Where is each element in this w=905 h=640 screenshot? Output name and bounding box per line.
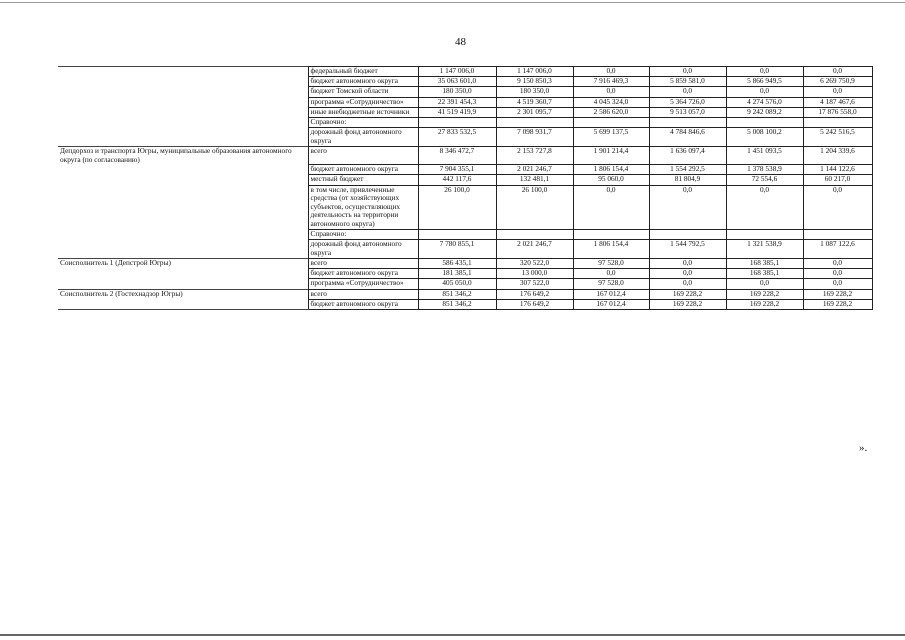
amount-cell <box>803 230 872 240</box>
amount-cell: 5 859 581,0 <box>649 77 726 87</box>
table-row <box>58 77 872 87</box>
amount-cell: 307 522,0 <box>496 279 573 289</box>
amount-cell: 1 544 792,5 <box>649 240 726 259</box>
amount-cell: 181 385,1 <box>418 269 496 279</box>
table-row <box>58 117 872 127</box>
executor-cell <box>58 185 308 230</box>
amount-cell: 9 150 850,3 <box>496 77 573 87</box>
amount-cell: 168 385,1 <box>726 269 803 279</box>
amount-cell: 1 806 154,4 <box>573 240 649 259</box>
amount-cell: 7 916 469,3 <box>573 77 649 87</box>
amount-cell: 0,0 <box>649 259 726 269</box>
amount-cell: 27 833 532,5 <box>418 128 496 147</box>
table-row <box>58 289 872 299</box>
amount-cell: 1 451 093,5 <box>726 146 803 164</box>
amount-cell: 586 435,1 <box>418 259 496 269</box>
executor-cell <box>58 299 308 309</box>
amount-cell: 0,0 <box>573 87 649 97</box>
amount-cell: 169 228,2 <box>649 289 726 299</box>
executor-cell <box>58 77 308 87</box>
amount-cell <box>803 117 872 127</box>
amount-cell <box>573 230 649 240</box>
amount-cell: 169 228,2 <box>726 289 803 299</box>
closing-quote: ». <box>859 442 868 454</box>
table-row <box>58 279 872 289</box>
table-row <box>58 240 872 259</box>
amount-cell: 5 242 516,5 <box>803 128 872 147</box>
amount-cell <box>418 230 496 240</box>
amount-cell: 0,0 <box>573 269 649 279</box>
amount-cell: 7 780 855,1 <box>418 240 496 259</box>
table-row <box>58 230 872 240</box>
amount-cell: 167 012,4 <box>573 299 649 309</box>
amount-cell <box>726 117 803 127</box>
amount-cell: 1 636 097,4 <box>649 146 726 164</box>
amount-cell: 0,0 <box>649 269 726 279</box>
funding-source-cell: бюджет автономного округа <box>308 77 418 87</box>
executor-cell: Соисполнитель 2 (Гостехнадзор Югры) <box>58 289 308 299</box>
executor-cell <box>58 165 308 175</box>
page-number: 48 <box>455 36 466 48</box>
amount-cell: 169 228,2 <box>649 299 726 309</box>
amount-cell: 180 350,0 <box>496 87 573 97</box>
amount-cell: 2 021 246,7 <box>496 240 573 259</box>
amount-cell: 0,0 <box>803 87 872 97</box>
amount-cell: 176 649,2 <box>496 299 573 309</box>
amount-cell: 1 554 292,5 <box>649 165 726 175</box>
amount-cell: 1 204 339,6 <box>803 146 872 164</box>
funding-source-cell: дорожный фонд автономного округа <box>308 240 418 259</box>
amount-cell: 17 876 558,0 <box>803 107 872 117</box>
funding-source-cell: бюджет автономного округа <box>308 299 418 309</box>
executor-cell <box>58 128 308 147</box>
amount-cell: 0,0 <box>726 87 803 97</box>
amount-cell: 2 586 620,0 <box>573 107 649 117</box>
funding-table <box>58 66 873 310</box>
amount-cell: 1 321 538,9 <box>726 240 803 259</box>
amount-cell: 22 391 454,3 <box>418 97 496 107</box>
table-row <box>58 97 872 107</box>
scan-edge-top <box>0 2 905 3</box>
amount-cell: 4 274 576,0 <box>726 97 803 107</box>
table-row <box>58 185 872 230</box>
amount-cell: 0,0 <box>649 279 726 289</box>
amount-cell: 95 060,0 <box>573 175 649 185</box>
amount-cell: 320 522,0 <box>496 259 573 269</box>
amount-cell <box>649 117 726 127</box>
amount-cell: 5 866 949,5 <box>726 77 803 87</box>
amount-cell <box>418 117 496 127</box>
executor-cell <box>58 230 308 240</box>
amount-cell: 0,0 <box>803 279 872 289</box>
amount-cell: 97 528,0 <box>573 259 649 269</box>
amount-cell: 60 217,0 <box>803 175 872 185</box>
amount-cell: 0,0 <box>649 185 726 230</box>
amount-cell: 13 000,0 <box>496 269 573 279</box>
executor-cell <box>58 279 308 289</box>
amount-cell: 851 346,2 <box>418 289 496 299</box>
funding-source-cell: иные внебюджетные источники <box>308 107 418 117</box>
amount-cell <box>496 230 573 240</box>
amount-cell: 2 021 246,7 <box>496 165 573 175</box>
funding-source-cell: программа «Сотрудничество» <box>308 97 418 107</box>
amount-cell: 1 901 214,4 <box>573 146 649 164</box>
amount-cell: 169 228,2 <box>803 289 872 299</box>
amount-cell: 1 087 122,6 <box>803 240 872 259</box>
amount-cell: 0,0 <box>573 67 649 77</box>
amount-cell <box>726 230 803 240</box>
amount-cell: 5 699 137,5 <box>573 128 649 147</box>
amount-cell: 176 649,2 <box>496 289 573 299</box>
amount-cell: 0,0 <box>803 185 872 230</box>
amount-cell: 81 804,9 <box>649 175 726 185</box>
executor-cell: Соисполнитель 1 (Депстрой Югры) <box>58 259 308 269</box>
amount-cell: 180 350,0 <box>418 87 496 97</box>
amount-cell: 72 554,6 <box>726 175 803 185</box>
amount-cell: 0,0 <box>649 87 726 97</box>
amount-cell: 41 519 419,9 <box>418 107 496 117</box>
amount-cell: 405 050,0 <box>418 279 496 289</box>
amount-cell: 8 346 472,7 <box>418 146 496 164</box>
amount-cell: 7 904 355,1 <box>418 165 496 175</box>
funding-source-cell: Справочно: <box>308 230 418 240</box>
amount-cell <box>649 230 726 240</box>
executor-cell <box>58 67 308 77</box>
amount-cell: 167 012,4 <box>573 289 649 299</box>
amount-cell: 168 385,1 <box>726 259 803 269</box>
amount-cell: 2 153 727,8 <box>496 146 573 164</box>
amount-cell: 4 784 846,6 <box>649 128 726 147</box>
amount-cell: 4 045 324,0 <box>573 97 649 107</box>
amount-cell: 0,0 <box>803 259 872 269</box>
executor-cell <box>58 240 308 259</box>
amount-cell: 9 242 089,2 <box>726 107 803 117</box>
table-row <box>58 175 872 185</box>
amount-cell: 1 144 122,6 <box>803 165 872 175</box>
amount-cell: 6 269 750,9 <box>803 77 872 87</box>
amount-cell: 35 063 601,0 <box>418 77 496 87</box>
table-row <box>58 165 872 175</box>
funding-source-cell: федеральный бюджет <box>308 67 418 77</box>
amount-cell: 0,0 <box>803 67 872 77</box>
amount-cell: 26 100,0 <box>418 185 496 230</box>
table-row <box>58 299 872 309</box>
funding-source-cell: программа «Сотрудничество» <box>308 279 418 289</box>
amount-cell: 169 228,2 <box>726 299 803 309</box>
amount-cell: 1 147 006,0 <box>496 67 573 77</box>
executor-cell <box>58 87 308 97</box>
executor-cell <box>58 269 308 279</box>
amount-cell: 0,0 <box>573 185 649 230</box>
amount-cell: 0,0 <box>726 185 803 230</box>
table-row <box>58 259 872 269</box>
funding-source-cell: бюджет автономного округа <box>308 165 418 175</box>
table-row <box>58 87 872 97</box>
funding-source-cell: дорожный фонд автономного округа <box>308 128 418 147</box>
amount-cell: 0,0 <box>649 67 726 77</box>
amount-cell: 5 364 726,0 <box>649 97 726 107</box>
table-row <box>58 128 872 147</box>
amount-cell <box>573 117 649 127</box>
funding-source-cell: всего <box>308 289 418 299</box>
executor-cell <box>58 175 308 185</box>
amount-cell: 132 481,1 <box>496 175 573 185</box>
amount-cell: 851 346,2 <box>418 299 496 309</box>
amount-cell: 0,0 <box>726 67 803 77</box>
executor-cell <box>58 107 308 117</box>
amount-cell: 1 147 006,0 <box>418 67 496 77</box>
amount-cell: 1 806 154,4 <box>573 165 649 175</box>
amount-cell: 4 519 360,7 <box>496 97 573 107</box>
amount-cell: 26 100,0 <box>496 185 573 230</box>
funding-source-cell: местный бюджет <box>308 175 418 185</box>
table-row <box>58 107 872 117</box>
amount-cell: 9 513 057,0 <box>649 107 726 117</box>
table-row <box>58 67 872 77</box>
executor-cell <box>58 117 308 127</box>
amount-cell: 4 187 467,6 <box>803 97 872 107</box>
scan-edge-bottom <box>0 634 905 636</box>
executor-cell: Депдорхоз и транспорта Югры, муниципальные образования автономного округа (по согласованию) <box>58 146 308 164</box>
amount-cell: 0,0 <box>726 279 803 289</box>
table-row <box>58 146 872 164</box>
amount-cell: 2 301 095,7 <box>496 107 573 117</box>
table-row <box>58 269 872 279</box>
funding-source-cell: бюджет Томской области <box>308 87 418 97</box>
amount-cell: 0,0 <box>803 269 872 279</box>
amount-cell: 97 528,0 <box>573 279 649 289</box>
amount-cell: 1 378 538,9 <box>726 165 803 175</box>
funding-source-cell: всего <box>308 259 418 269</box>
funding-source-cell: Справочно: <box>308 117 418 127</box>
amount-cell <box>496 117 573 127</box>
funding-source-cell: всего <box>308 146 418 164</box>
amount-cell: 169 228,2 <box>803 299 872 309</box>
amount-cell: 7 098 931,7 <box>496 128 573 147</box>
amount-cell: 442 117,6 <box>418 175 496 185</box>
funding-source-cell: в том числе, привлеченные средства (от хозяйствующих субъектов, осуществляющих деятельность на территории автономного округа) <box>308 185 418 230</box>
executor-cell <box>58 97 308 107</box>
amount-cell: 5 008 100,2 <box>726 128 803 147</box>
funding-source-cell: бюджет автономного округа <box>308 269 418 279</box>
